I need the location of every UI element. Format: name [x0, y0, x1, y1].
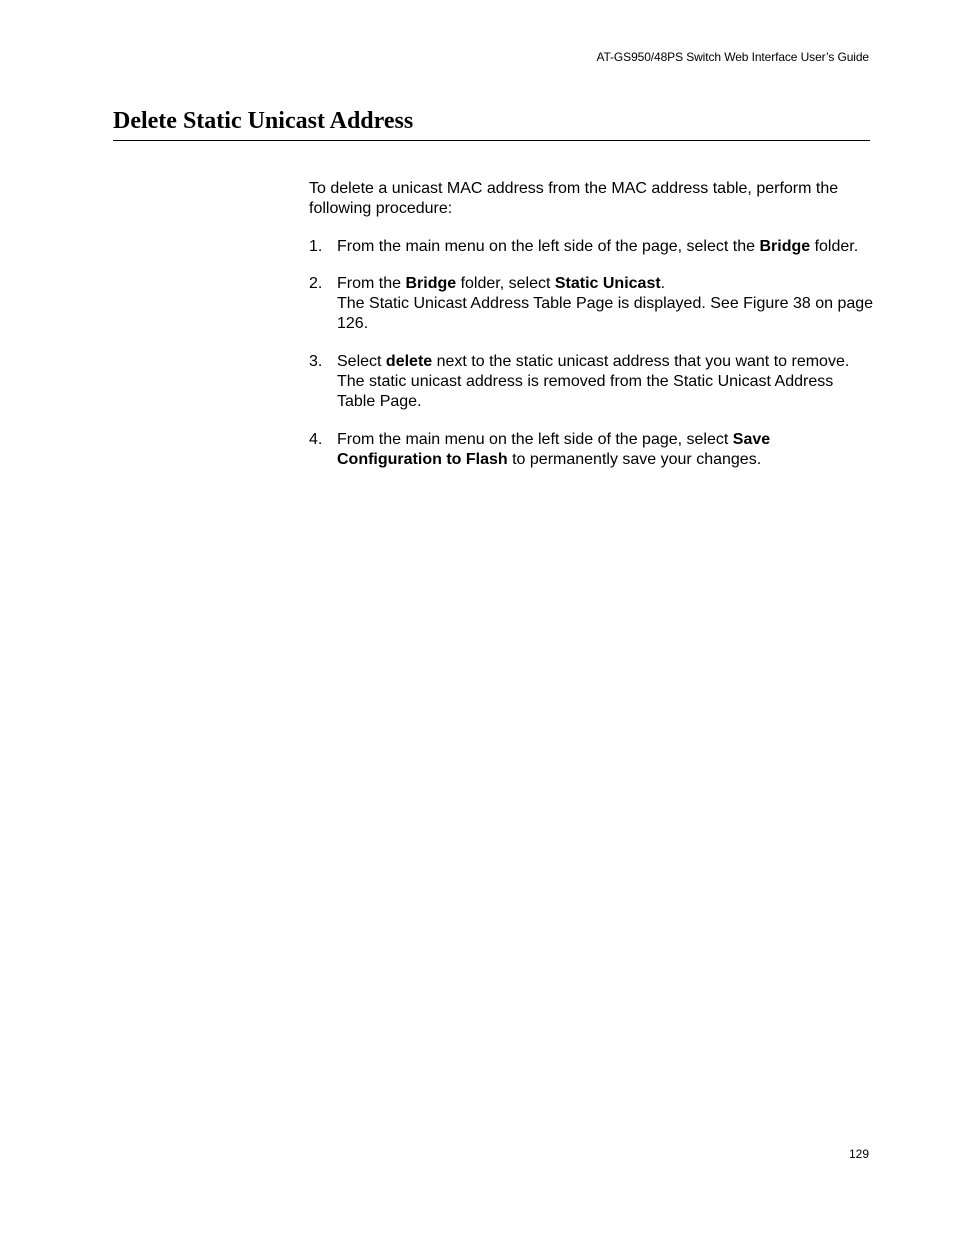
step-number: 2.: [309, 274, 323, 292]
step-result: The Static Unicast Address Table Page is displayed. See Figure 38 on page 126.: [337, 295, 874, 333]
step-3: [309, 352, 874, 413]
ui-term-bridge: Bridge: [405, 274, 457, 292]
step-text: From the main menu on the left side of the page, select the: [337, 237, 760, 255]
step-instruction: [337, 352, 874, 372]
step-text: .: [660, 274, 666, 292]
step-text: to permanently save your changes.: [507, 450, 762, 468]
step-text: Select: [337, 352, 386, 370]
running-header: AT-GS950/48PS Switch Web Interface User’s Guide: [596, 50, 869, 64]
step-instruction: [337, 430, 874, 471]
step-text: From the main menu on the left side of the page, select: [337, 430, 733, 448]
procedure-body: [309, 179, 874, 487]
ui-term-delete: delete: [385, 352, 433, 370]
section-title: Delete Static Unicast Address: [113, 108, 414, 134]
ui-term-bridge: Bridge: [759, 237, 811, 255]
step-2: [309, 274, 874, 335]
step-4: [309, 430, 874, 471]
step-text: From the: [337, 274, 406, 292]
procedure-steps: [309, 237, 874, 471]
title-rule: [113, 140, 870, 141]
step-number: 4.: [309, 430, 323, 448]
step-text: next to the static unicast address that you want to remove.: [432, 352, 850, 370]
ui-term-save-configuration: Save Configuration to Flash: [337, 430, 771, 468]
step-number: 1.: [309, 237, 323, 255]
step-1: [309, 237, 874, 257]
ui-term-static-unicast: Static Unicast: [554, 274, 661, 292]
step-instruction: [337, 237, 874, 257]
step-text: folder.: [810, 237, 859, 255]
step-text: folder, select: [456, 274, 555, 292]
step-result: The static unicast address is removed from the Static Unicast Address Table Page.: [337, 373, 834, 411]
step-instruction: [337, 274, 874, 294]
step-number: 3.: [309, 352, 323, 370]
intro-paragraph: To delete a unicast MAC address from the MAC address table, perform the following procedure:: [309, 180, 839, 218]
page-number: 129: [848, 1147, 869, 1161]
